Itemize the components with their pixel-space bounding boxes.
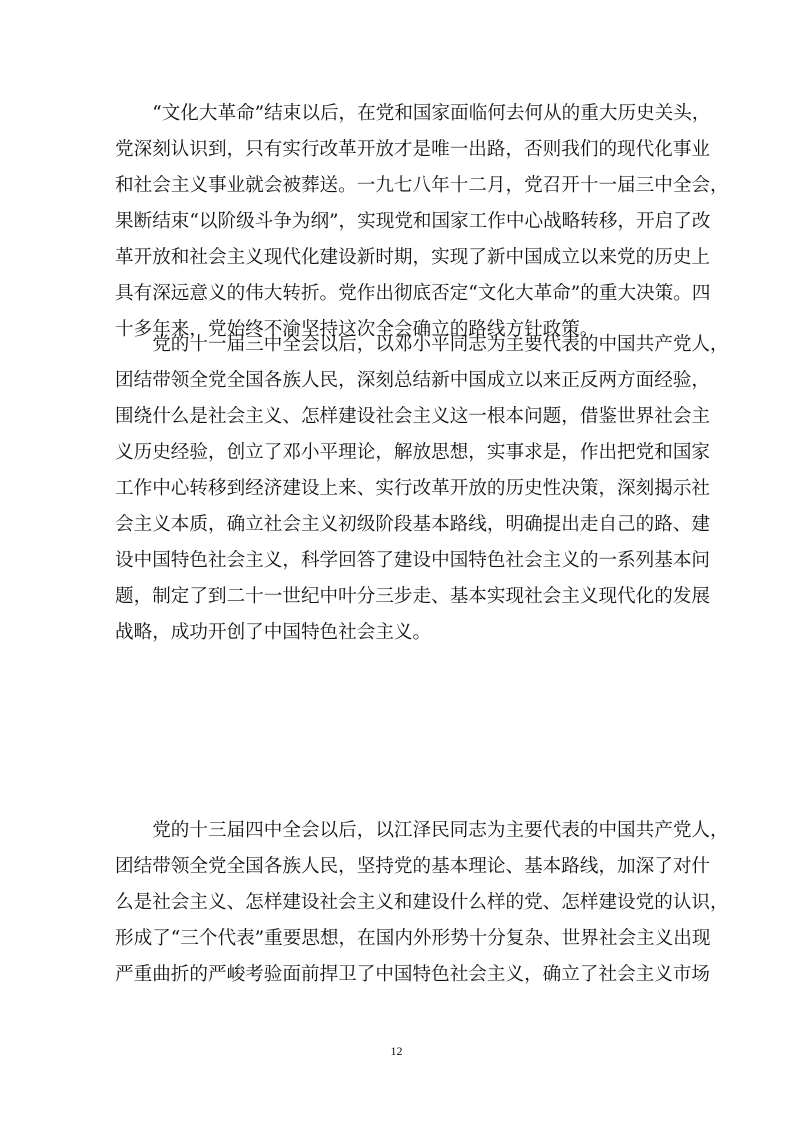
text-line: 围绕什么是社会主义、怎样建设社会主义这一根本问题，借鉴世界社会主 [115, 406, 711, 427]
page-number: 12 [390, 1044, 403, 1058]
text-line: 会主义本质，确立社会主义初级阶段基本路线，明确提出走自己的路、建 [115, 514, 711, 535]
paragraph-1 [115, 96, 729, 348]
text-line: 工作中心转移到经济建设上来、实行改革开放的历史性决策，深刻揭示社 [115, 478, 711, 499]
text-line: 和社会主义事业就会被葬送。一九七八年十二月，党召开十一届三中全会， [115, 175, 729, 196]
text-line: 设中国特色社会主义，科学回答了建设中国特色社会主义的一系列基本问 [115, 550, 711, 571]
text-line: 十多年来，党始终不渝坚持这次全会确立的路线方针政策。 [115, 319, 599, 340]
paragraph-3 [115, 813, 729, 993]
text-line: 题，制定了到二十一世纪中叶分三步走、基本实现社会主义现代化的发展 [115, 586, 711, 607]
text-line: 战略，成功开创了中国特色社会主义。 [115, 622, 432, 643]
text-line: 么是社会主义、怎样建设社会主义和建设什么样的党、怎样建设党的认识， [115, 892, 729, 913]
text-line: 党深刻认识到，只有实行改革开放才是唯一出路，否则我们的现代化事业 [115, 139, 711, 160]
text-line: 具有深远意义的伟大转折。党作出彻底否定“文化大革命”的重大决策。四 [115, 283, 711, 304]
text-line: 党的十一届三中全会以后，以邓小平同志为主要代表的中国共产党人， [115, 334, 729, 355]
text-line: 团结带领全党全国各族人民，坚持党的基本理论、基本路线，加深了对什 [115, 856, 711, 877]
paragraph-2 [115, 327, 729, 651]
text-line: 形成了“三个代表”重要思想，在国内外形势十分复杂、世界社会主义出现 [115, 928, 711, 949]
text-line: 义历史经验，创立了邓小平理论，解放思想，实事求是，作出把党和国家 [115, 442, 711, 463]
text-line: 革开放和社会主义现代化建设新时期，实现了新中国成立以来党的历史上 [115, 247, 711, 268]
text-line: 党的十三届四中全会以后，以江泽民同志为主要代表的中国共产党人， [115, 820, 729, 841]
text-line: 果断结束“以阶级斗争为纲”，实现党和国家工作中心战略转移，开启了改 [115, 211, 711, 232]
text-line: 团结带领全党全国各族人民，深刻总结新中国成立以来正反两方面经验， [115, 370, 711, 391]
text-line: “文化大革命”结束以后，在党和国家面临何去何从的重大历史关头， [115, 103, 711, 124]
text-line: 严重曲折的严峻考验面前捍卫了中国特色社会主义，确立了社会主义市场 [115, 964, 711, 985]
